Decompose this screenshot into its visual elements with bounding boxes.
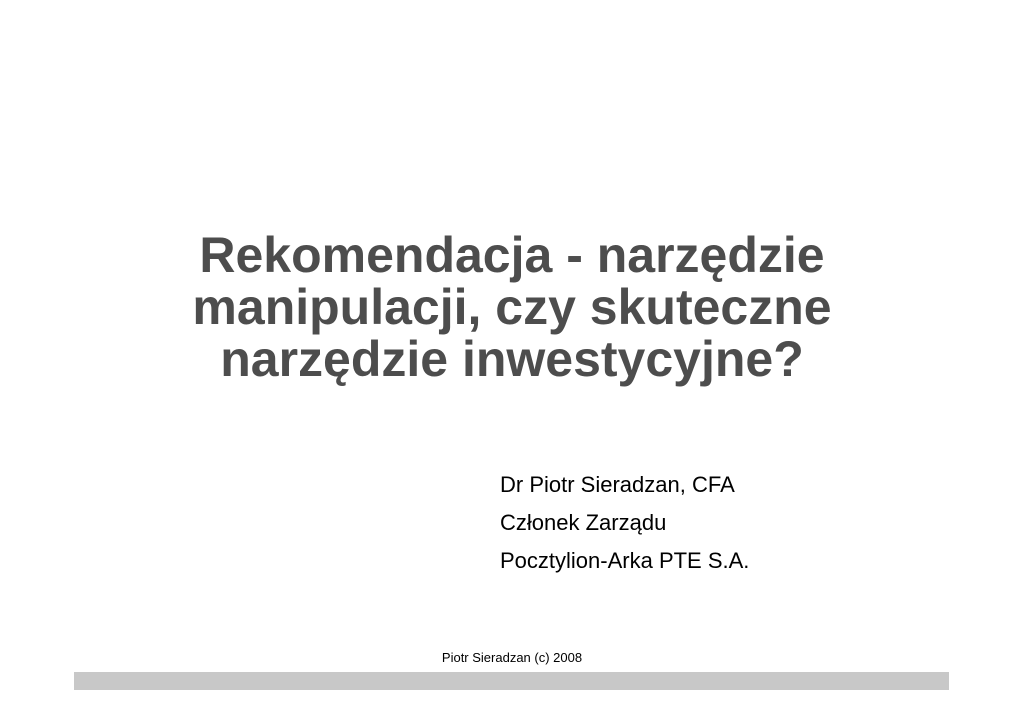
- title-line: narzędzie inwestycyjne?: [220, 331, 804, 387]
- author-company: Pocztylion-Arka PTE S.A.: [500, 548, 750, 573]
- slide-title: [112, 229, 912, 385]
- title-line: Rekomendacja - narzędzie: [199, 227, 825, 283]
- title-line: manipulacji, czy skuteczne: [192, 279, 832, 335]
- author-name: Dr Piotr Sieradzan, CFA: [500, 472, 735, 497]
- author-role: Członek Zarządu: [500, 510, 667, 535]
- author-info: [500, 466, 749, 580]
- footer-copyright: Piotr Sieradzan (c) 2008: [441, 650, 583, 665]
- footer-bar: [74, 672, 949, 690]
